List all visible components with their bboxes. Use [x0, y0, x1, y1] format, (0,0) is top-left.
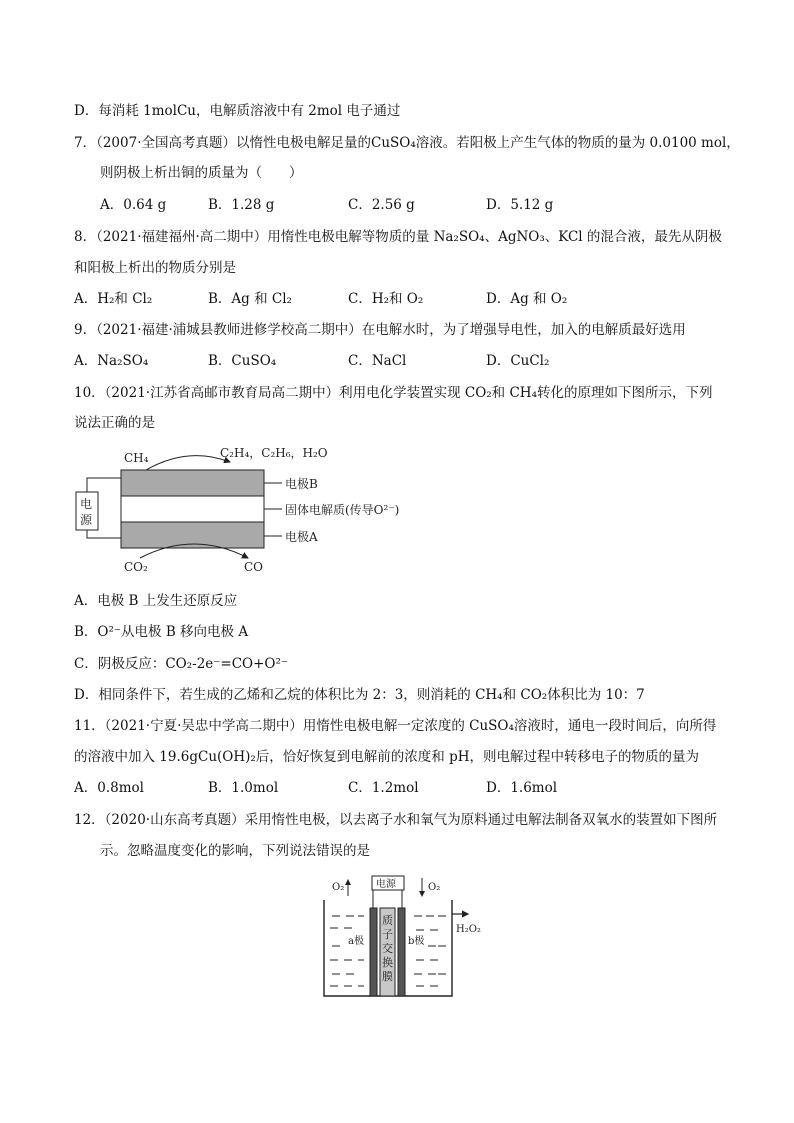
- membrane-char-3: 交: [382, 942, 393, 955]
- q11-option-c: C．1.2mol: [348, 780, 419, 796]
- wire-top: [87, 478, 121, 492]
- electrode-b-label: 电极B: [285, 477, 318, 491]
- membrane-char-4: 换: [382, 956, 393, 969]
- ch4-label: CH₄: [124, 451, 149, 465]
- products-label: C₂H₄，C₂H₆，H₂O: [220, 446, 328, 460]
- solid-electrolyte-layer: [121, 496, 264, 522]
- q8-option-a: A．H₂和 Cl₂: [74, 291, 153, 307]
- o2-left-label: O₂: [332, 882, 345, 893]
- q9-option-a: A．Na₂SO₄: [74, 353, 149, 369]
- b-electrode: [398, 908, 405, 996]
- q10-stem-line1: 10．（2021·江苏省高邮市教育局高二期中）利用电化学装置实现 CO₂和 CH₄转化的原理如下图所示，下列: [74, 385, 713, 401]
- q11-option-a: A．0.8mol: [74, 780, 144, 796]
- membrane-char-5: 膜: [382, 970, 393, 983]
- q8-stem-line2: 和阳极上析出的物质分别是: [74, 260, 236, 276]
- q9-option-b: B．CuSO₄: [208, 353, 277, 369]
- membrane-char-2: 子: [382, 928, 393, 941]
- q11-option-d: D．1.6mol: [486, 780, 558, 796]
- q12-h2o2-cell-figure: [318, 870, 494, 1002]
- q8-option-b: B．Ag 和 Cl₂: [208, 291, 292, 307]
- power-label-1: 电: [80, 497, 93, 511]
- q7-stem-line2: 则阴极上析出铜的质量为（ ）: [100, 165, 303, 181]
- q9-option-c: C．NaCl: [348, 353, 407, 369]
- q9-stem: 9．（2021·福建·浦城县教师进修学校高二期中）在电解水时，为了增强导电性，加入的电解质最好选用: [74, 322, 686, 338]
- h2o2-label: H₂O₂: [456, 924, 481, 935]
- b-electrode-label: b极: [408, 936, 425, 947]
- electrolyte-label: 固体电解质(传导O²⁻): [285, 503, 400, 517]
- q7-option-b: B．1.28 g: [208, 197, 275, 213]
- q10-option-a: A．电极 B 上发生还原反应: [74, 593, 238, 609]
- q7-option-a: A．0.64 g: [100, 197, 167, 213]
- co-label: CO: [244, 560, 264, 574]
- wire-bottom: [87, 530, 121, 538]
- electrode-a-label: 电极A: [285, 530, 318, 544]
- q7-option-d: D．5.12 g: [486, 197, 554, 213]
- power-label: 电源: [376, 879, 396, 890]
- q8-option-c: C．H₂和 O₂: [348, 291, 424, 307]
- q9-option-d: D．CuCl₂: [486, 353, 550, 369]
- q12-stem-line2: 示。忽略温度变化的影响，下列说法错误的是: [100, 843, 370, 859]
- q10-option-c: C．阴极反应：CO₂-2e⁻=CO+O²⁻: [74, 656, 289, 672]
- ch4-to-products-arrow: [146, 456, 230, 470]
- q8-option-d: D．Ag 和 O₂: [486, 291, 568, 307]
- q11-stem-line2: 的溶液中加入 19.6gCu(OH)₂后，恰好恢复到电解前的浓度和 pH，则电解过程中转移电子的物质的量为: [74, 749, 700, 765]
- a-electrode: [370, 908, 377, 996]
- q10-option-d: D．相同条件下，若生成的乙烯和乙烷的体积比为 2：3，则消耗的 CH₄和 CO₂体积比为 10：7: [74, 687, 645, 703]
- q12-stem-line1: 12．（2020·山东高考真题）采用惰性电极，以去离子水和氧气为原料通过电解法制备双氧水的装置如下图所: [74, 812, 718, 828]
- q11-stem-line1: 11．（2021·宁夏·吴忠中学高二期中）用惰性电极电解一定浓度的 CuSO₄溶液时，通电一段时间后，向所得: [74, 718, 717, 734]
- q8-stem-line1: 8．（2021·福建福州·高二期中）用惰性电极电解等物质的量 Na₂SO₄、AgNO₃、KCl 的混合液，最先从阴极: [74, 229, 722, 245]
- co2-label: CO₂: [124, 560, 148, 574]
- q10-electrolysis-figure: [70, 440, 430, 580]
- q10-stem-line2: 说法正确的是: [74, 415, 155, 431]
- a-electrode-label: a极: [348, 936, 364, 947]
- q11-option-b: B．1.0mol: [208, 780, 279, 796]
- q6-option-d: D．每消耗 1molCu，电解质溶液中有 2mol 电子通过: [74, 103, 401, 119]
- q7-stem-line1: 7．（2007·全国高考真题）以惰性电极电解足量的CuSO₄溶液。若阳极上产生气体的物质的量为 0.0100 mol，: [74, 135, 740, 151]
- power-label-2: 源: [80, 513, 93, 527]
- o2-right-label: O₂: [428, 882, 441, 893]
- membrane-char-1: 质: [382, 914, 393, 927]
- electrode-b-plate: [121, 470, 264, 496]
- q7-option-c: C．2.56 g: [348, 197, 415, 213]
- q10-option-b: B．O²⁻从电极 B 移向电极 A: [74, 624, 249, 640]
